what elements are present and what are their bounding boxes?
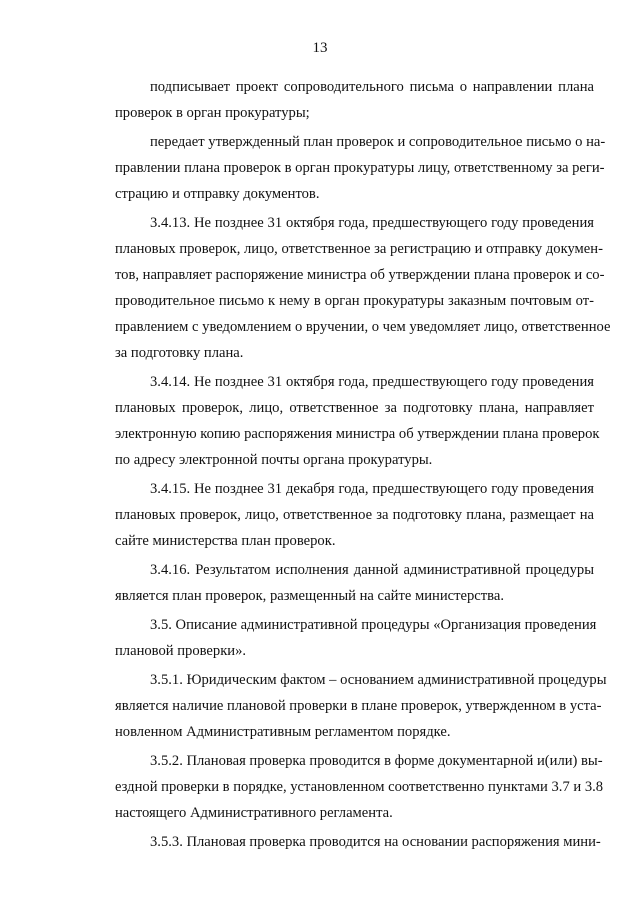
text-line: по адресу электронной почты органа прокуратуры. [115, 452, 433, 468]
paragraph [80, 476, 594, 554]
text-line: правлении плана проверок в орган прокуратуры лицу, ответственному за реги- [115, 160, 605, 176]
text-line: плановых проверок, лицо, ответственное за подготовку плана, размещает на [115, 507, 594, 523]
text-line: тов, направляет распоряжение министра об утверждении плана проверок и со- [115, 267, 605, 283]
text-line: проверок в орган прокуратуры; [115, 105, 310, 121]
paragraph [80, 74, 594, 126]
text-line: настоящего Административного регламента. [115, 805, 393, 821]
text-line: 3.4.15. Не позднее 31 декабря года, предшествующего году проведения [150, 481, 594, 497]
text-line: является план проверок, размещенный на сайте министерства. [115, 588, 504, 604]
page-number: 13 [312, 40, 328, 56]
paragraph [80, 829, 601, 855]
text-line: 3.4.14. Не позднее 31 октября года, предшествующего году проведения [150, 374, 594, 390]
text-line: 3.5.1. Юридическим фактом – основанием административной процедуры [150, 672, 607, 688]
text-line: плановых проверок, лицо, ответственное за регистрацию и отправку докумен- [115, 241, 603, 257]
text-line: передает утвержденный план проверок и сопроводительное письмо о на- [150, 134, 606, 150]
text-line: 3.5. Описание административной процедуры «Организация проведения [150, 617, 597, 633]
paragraph [80, 667, 607, 745]
text-line: сайте министерства план проверок. [115, 533, 336, 549]
text-line: плановых проверок, лицо, ответственное за подготовку плана, направляет [115, 400, 594, 416]
text-line: новленном Административным регламентом порядке. [115, 724, 451, 740]
text-line: 3.5.2. Плановая проверка проводится в форме документарной и(или) вы- [150, 753, 603, 769]
paragraph [80, 129, 606, 207]
paragraph [80, 369, 600, 473]
paragraph [80, 557, 594, 609]
paragraph [80, 612, 597, 664]
text-line: 3.4.16. Результатом исполнения данной административной процедуры [150, 562, 594, 578]
text-line: является наличие плановой проверки в плане проверок, утвержденном в уста- [115, 698, 602, 714]
text-line: электронную копию распоряжения министра об утверждении плана проверок [115, 426, 600, 442]
text-line: за подготовку плана. [115, 345, 244, 361]
text-line: ездной проверки в порядке, установленном соответственно пунктами 3.7 и 3.8 [115, 779, 604, 795]
text-line: 3.5.3. Плановая проверка проводится на основании распоряжения мини- [150, 834, 601, 850]
text-line: правлением с уведомлением о вручении, о чем уведомляет лицо, ответственное [115, 319, 611, 335]
text-line: плановой проверки». [115, 643, 247, 659]
paragraph [80, 748, 604, 826]
text-line: 3.4.13. Не позднее 31 октября года, предшествующего году проведения [150, 215, 594, 231]
text-line: проводительное письмо к нему в орган прокуратуры заказным почтовым от- [115, 293, 594, 309]
text-line: подписывает проект сопроводительного письма о направлении плана [150, 79, 594, 95]
document-body [80, 74, 611, 858]
paragraph [80, 210, 611, 366]
text-line: страцию и отправку документов. [115, 186, 320, 202]
